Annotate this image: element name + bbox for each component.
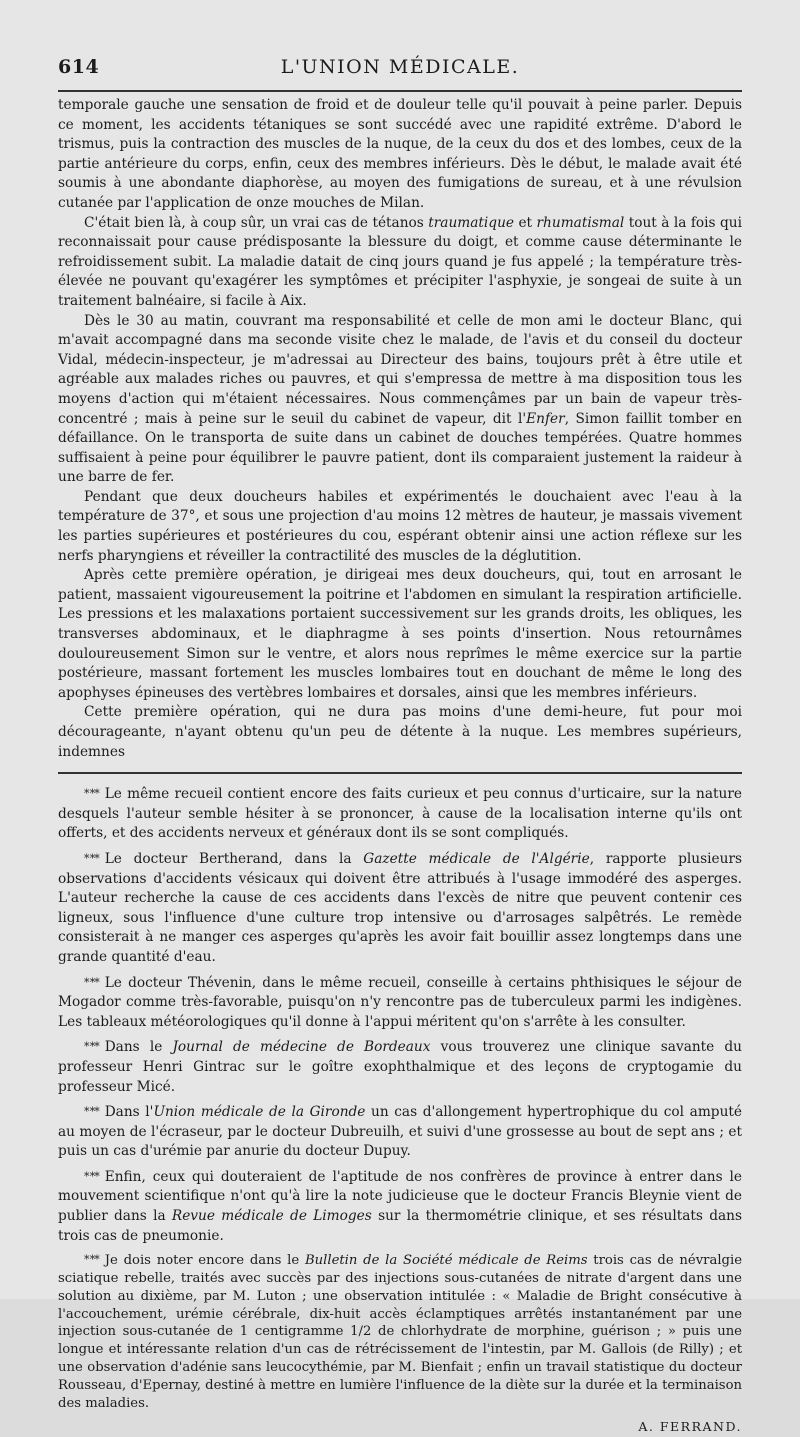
note-text: Dans le	[104, 1039, 173, 1056]
asterism-icon: * **	[84, 975, 99, 989]
asterism-icon: * **	[84, 1105, 99, 1119]
paragraph: Cette première opération, qui ne dura pas moins d'une demi-heure, fut pour moi décourageante, n'ayant obtenu qu'un peu de détente à la nuque. Les membres supérieurs, indemnes	[58, 704, 742, 760]
note-text: vous trouverez une clinique savante du professeur Henri Gintrac sur le goître exophthalmique et des leçons de cryptogamie du professeur Micé.	[58, 1039, 742, 1095]
note-text: Enfin, ceux qui douteraient de l'aptitude de nos confrères de province à entrer dans le mouvement scientifique n'ont qu'à lire la note judicieuse que le docteur Francis Bleynie vient de publier dans la	[58, 1168, 742, 1225]
note-item	[58, 1102, 742, 1162]
note-text: un cas d'allongement hypertrophique du col amputé au moyen de l'écraseur, par le docteur Dubreuilh, et suivi d'une grossesse au bout de sept ans ; et puis un cas d'urémie par anurie du docteur Dupuy.	[58, 1104, 742, 1160]
text-run: tout à la fois qui reconnaissait pour cause prédisposante la blessure du doigt, et comme cause déterminante le refroidissement subit. La maladie datait de cinq jours quand je fus appelé ; la température très-élevée ne pouvant qu'exagérer les symptômes et précipiter l'asphyxie, je songeai de suite à un traitement balnéaire, si facile à Aix.	[58, 214, 742, 309]
running-title: L'UNION MÉDICALE.	[280, 56, 520, 78]
italic-term: rhumatismal	[536, 214, 625, 231]
asterism-icon: * **	[84, 1040, 99, 1054]
journal-title: Bulletin de la Société médicale de Reims	[304, 1253, 588, 1269]
paragraph	[58, 312, 742, 488]
italic-term: Enfer	[526, 410, 565, 427]
note-item	[58, 1167, 742, 1246]
note-text: sur la thermométrie clinique, et ses résultats dans trois cas de pneumonie.	[58, 1208, 742, 1244]
author-signature: A. FERRAND.	[638, 1419, 742, 1435]
note-text: Le docteur Thévenin, dans le même recueil, conseille à certains phthisiques le séjour de Mogador comme très-favorable, puisqu'on n'y rencontre pas de tuberculeux parmi les indigènes. Les tableaux météorologiques qu'il donne à l'appui méritent qu'on s'arrête à les consulter.	[58, 974, 742, 1030]
italic-term: traumatique	[428, 214, 514, 231]
journal-title: Revue médicale de Limoges	[171, 1208, 372, 1225]
note-text: Le même recueil contient encore des faits curieux et peu connus d'urticaire, sur la nature desquels l'auteur semble hésiter à se prononcer, à cause de la localisation interne qu'ils ont offerts, et des accidents nerveux et généraux dont ils se sont compliqués.	[58, 786, 742, 842]
asterism-icon: * **	[84, 851, 99, 865]
paragraph: Après cette première opération, je dirigeai mes deux doucheurs, qui, tout en arrosant le patient, massaient vigoureusement la poitrine et l'abdomen en simulant la respiration artificielle. Les pressions et les malaxations portaient successivement sur les grands droits, les obliques, les transverses abdominaux, et le diaphragme à ses points d'insertion. Nous retournâmes douloureusement Simon sur le ventre, et alors nous reprîmes le même exercice sur la partie postérieure, massant fortement les muscles lombaires tout en douchant de même le long des apophyses épineuses des vertèbres lombaires et dorsales, ainsi que les membres inférieurs.	[58, 567, 742, 701]
note-text: trois cas de névralgie sciatique rebelle, traités avec succès par des injections sous-cutanées de nitrate d'argent dans une solution au dixième, par M. Luton ; une observation intitulée : « Maladie de Bright consécutive à l'accouchement, urémie cérébrale, dix-huit accès éclamptiques arrêtés instantanément par une injection sous-cutanée de 1 centigramme 1/2 de chlorhydrate de morphine, guérison ; » puis une longue et intéressante relation d'un cas de rétrécissement de l'intestin, par M. Gallois (de Rilly) ; et une observation d'adénie sans leucocythémie, par M. Bienfait ; enfin un travail statistique du docteur Rousseau, d'Epernay, destiné à mettre en lumière l'influence de la diète sur la durée et la terminaison des maladies.	[58, 1253, 742, 1411]
notes-section	[58, 784, 742, 1437]
journal-title: Union médicale de la Gironde	[153, 1104, 366, 1121]
page-number: 614	[58, 56, 100, 78]
note-text: Je dois noter encore dans le	[104, 1253, 305, 1269]
journal-title: Gazette médicale de l'Algérie	[363, 850, 590, 867]
journal-title: Journal de médecine de Bordeaux	[172, 1039, 431, 1056]
note-text: Dans l'	[104, 1104, 154, 1121]
asterism-icon: * **	[84, 787, 99, 801]
asterism-icon: * **	[84, 1253, 99, 1267]
paragraph: temporale gauche une sensation de froid et de douleur telle qu'il pouvait à peine parler. Depuis ce moment, les accidents tétaniques se sont succédé avec une rapidité extrême. D'abord le trismus, puis la contraction des muscles de la nuque, de la ceux du dos et des lombes, ceux de la partie antérieure du corps, enfin, ceux des membres inférieurs. Dès le début, le malade avait été soumis à une abondante diaphorèse, au moyen des fumigations de sureau, et à une révulsion cutanée par l'application de onze mouches de Milan.	[58, 97, 742, 211]
section-divider	[58, 772, 742, 774]
page-header	[58, 56, 742, 86]
text-run: et	[513, 214, 537, 231]
paragraph	[58, 214, 742, 312]
note-text: Le docteur Bertherand, dans la	[104, 850, 364, 867]
note-item	[58, 1251, 742, 1412]
note-item	[58, 1037, 742, 1097]
paragraph: Pendant que deux doucheurs habiles et expérimentés le douchaient avec l'eau à la température de 37°, et sous une projection d'au moins 12 mètres de hauteur, je massais vivement les parties supérieures et postérieures du cou, espérant obtenir ainsi une action réflexe sur les nerfs pharyngiens et réveiller la contractilité des muscles de la déglutition.	[58, 488, 742, 564]
text-run: , Simon faillit tomber en défaillance. On le transporta de suite dans un cabinet de douches tempérées. Quatre hommes suffisaient à peine pour équilibrer le pauvre patient, dont ils comparaient justement la raideur à une barre de fer.	[58, 410, 743, 486]
header-rule	[58, 90, 742, 92]
note-item	[58, 973, 742, 1033]
article-body	[58, 96, 742, 1437]
text-run: C'était bien là, à coup sûr, un vrai cas de tétanos	[84, 214, 429, 231]
note-item	[58, 784, 742, 844]
text-run: Dès le 30 au matin, couvrant ma responsabilité et celle de mon ami le docteur Blanc, qui m'avait accompagné dans ma seconde visite chez le malade, de l'avis et du conseil du docteur Vidal, médecin-inspecteur, je m'adressai au Directeur des bains, toujours prêt à être utile et agréable aux malades riches ou pauvres, et qui s'empressa de mettre à ma disposition tous les moyens d'action qui m'étaient nécessaires. Nous commençâmes par un bain de vapeur très-concentré ; mais à peine sur le seuil du cabinet de vapeur, dit l'	[58, 312, 742, 427]
asterism-icon: * **	[84, 1169, 99, 1183]
note-text: , rapporte plusieurs observations d'accidents vésicaux qui doivent être attribués à l'usage immodéré des asperges. L'auteur recherche la cause de ces accidents dans l'excès de nitre que peuvent contenir ces ligneux, sous l'influence d'une culture trop intensive ou d'arrosages salpêtrés. Le remède consisterait à ne manger ces asperges qu'après les avoir fait bouillir assez longtemps dans une grande quantité d'eau.	[58, 850, 743, 965]
note-item	[58, 849, 742, 968]
